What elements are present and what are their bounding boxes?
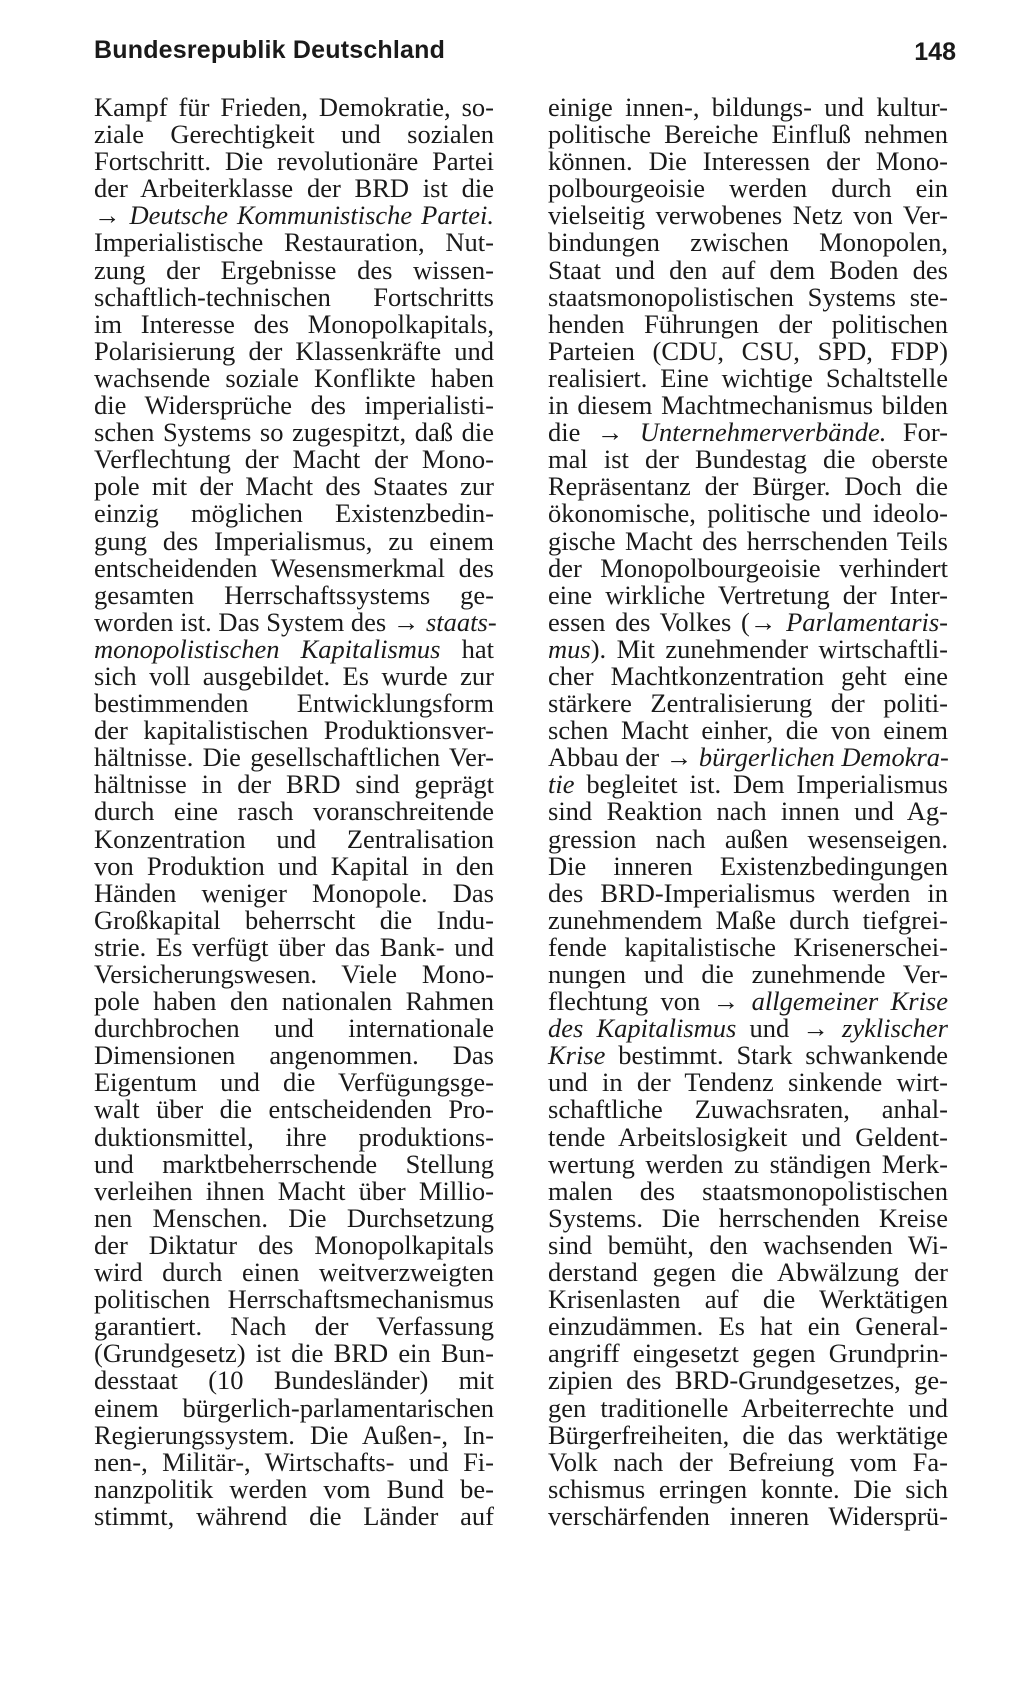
text-line [548,1259,948,1286]
text-line [94,308,494,339]
text-segment: angriff eingesetzt gegen Grundprin- [548,1338,948,1369]
text-line [94,771,494,798]
text-segment: stimmt, während die Länder auf [94,1500,494,1531]
text-line [94,254,494,285]
text-line [94,579,494,610]
text-line [94,1392,494,1423]
text-line [94,335,494,366]
text-line [548,961,948,988]
text-segment: begleitet ist. Dem Imperialismus [574,769,948,800]
text-line [94,1500,494,1531]
text-line [548,1229,948,1260]
text-line [94,281,494,312]
text-line [94,1121,494,1152]
text-segment: eine wirkliche Vertretung der Inter- [548,579,948,610]
text-segment: sich voll ausgebildet. Es wurde zur [94,660,494,691]
text-segment: polbourgeoisie werden durch ein [548,173,948,204]
text-segment: verschärfenden inneren Widersprü- [548,1500,948,1531]
text-segment: essen des Volkes ( [548,606,750,637]
text-line [94,1473,494,1504]
text-line [548,1202,948,1233]
cross-reference: → staats- [392,606,497,637]
text-segment: schismus erringen konnte. Die sich [548,1473,948,1504]
text-line [548,1069,948,1096]
text-segment: schen Systems so zugespitzt, daß die [94,417,494,448]
text-line [548,121,948,148]
text-line [548,798,948,825]
text-line [548,850,948,881]
text-segment: duktionsmittel, ihre produktions- [94,1121,494,1152]
text-line [94,446,494,473]
text-segment: Verflechtung der Macht der Mono- [94,444,494,475]
text-segment: gesamten Herrschaftssystems ge- [94,579,494,610]
text-line [548,606,949,637]
text-column-left [94,92,497,1531]
text-line [94,690,494,717]
text-line [548,1286,948,1313]
text-line [94,500,494,527]
text-line [548,1392,948,1423]
cross-reference: Deutsche Kommunistische Partei. [129,200,494,231]
text-line [94,1202,494,1233]
text-segment: fende kapitalistische Krisenerschei- [548,931,948,962]
text-segment: Dimensionen angenommen. Das [94,1040,494,1071]
text-line [548,254,948,285]
text-segment: Volk nach der Befreiung vom Fa- [548,1446,948,1477]
text-line [94,1148,494,1179]
text-line [548,1175,948,1206]
text-segment: Versicherungswesen. Viele Mono- [94,959,494,989]
text-line [548,823,948,854]
text-line [548,1419,948,1450]
text-segment: Imperialistische Restauration, Nut- [94,227,494,258]
text-line [94,904,494,935]
text-segment: ). Mit zunehmender wirtschaftli- [590,633,948,664]
text-segment: durch eine rasch voranschreitende [94,796,494,827]
text-line [548,931,948,962]
text-line [548,633,948,664]
text-line [94,1367,494,1394]
text-segment: staatsmonopolistischen Systems ste- [548,281,948,312]
text-line [94,988,494,1015]
text-line [94,931,494,962]
text-line [94,823,494,854]
text-line [548,362,948,393]
text-line [548,94,948,121]
text-segment: können. Die Interessen der Mono- [548,146,948,177]
text-line [94,175,494,202]
text-segment: Krisenlasten auf die Werktätigen [548,1284,948,1315]
text-line [94,392,494,419]
text-segment: Eigentum und die Verfügungsge- [94,1067,494,1098]
text-line [94,1340,494,1367]
text-segment: Abbau der [548,742,666,773]
text-segment: stärkere Zentralisierung der politi- [548,688,948,719]
text-segment: nen-, Militär-, Wirtschafts- und Fi- [94,1446,494,1477]
text-segment: die Widersprüche des imperialisti- [94,390,494,421]
text-segment: Händen weniger Monopole. Das [94,877,494,908]
text-line [548,552,948,583]
text-segment: sind bemüht, den wachsenden Wi- [548,1229,948,1260]
page-number: 148 [914,38,956,66]
text-segment: Bürgerfreiheiten, die das werktätige [548,1419,948,1450]
text-line [548,877,948,908]
text-segment: hältnisse in der BRD sind geprägt [94,769,494,800]
text-line [548,1121,948,1152]
text-segment: der Diktatur des Monopolkapitals [94,1229,494,1260]
text-segment: zung der Ergebnisse des wissen- [94,254,494,285]
text-segment: schaftlich-technischen Fortschritts [94,281,494,312]
text-line [94,717,494,744]
text-line [548,744,948,771]
text-line [548,525,948,556]
text-segment: hat [440,633,494,664]
text-segment: politische Bereiche Einfluß nehmen [548,119,948,150]
text-line [94,877,494,908]
text-segment: verleihen ihnen Macht über Millio- [94,1175,494,1206]
text-line [548,771,948,798]
text-segment: nen Menschen. Die Durchsetzung [94,1202,494,1233]
text-segment: wachsende soziale Konflikte haben [94,362,494,393]
text-segment: hältnisse. Die gesellschaftlichen Ver- [94,742,494,773]
text-line [548,281,948,312]
cross-reference: → Parlamentaris- [749,606,949,637]
text-line [94,229,494,256]
text-segment: bestimmenden Entwicklungsform [94,688,494,719]
text-segment: schen Macht einher, die von einem [548,715,948,746]
text-segment: realisiert. Eine wichtige Schaltstelle [548,362,948,393]
text-segment: gression nach außen wesenseigen. [548,823,948,854]
text-segment: der Arbeiterklasse der BRD ist die [94,173,494,204]
text-segment: Konzentration und Zentralisation [94,823,494,854]
text-segment: entscheidenden Wesensmerkmal des [94,552,494,583]
cross-reference: → Unternehmerverbände. [596,417,887,448]
text-segment: im Interesse des Monopolkapitals, [94,308,494,339]
text-segment: Polarisierung der Klassenkräfte und [94,335,494,366]
text-line [548,1096,948,1123]
text-segment: gische Macht des herrschenden Teils [548,525,948,556]
text-segment: pole mit der Macht des Staates zur [94,471,494,502]
running-head-title: Bundesrepublik Deutschland [94,36,446,64]
text-segment: walt über die entscheidenden Pro- [94,1094,494,1125]
cross-reference: mus [548,633,591,664]
text-line [94,362,494,393]
text-line [548,579,948,610]
text-segment: von Produktion und Kapital in den [94,850,494,881]
text-line [548,308,948,339]
text-segment: schaftliche Zuwachsraten, anhal- [548,1094,948,1125]
text-line [94,1419,494,1450]
text-segment: (Grundgesetz) ist die BRD ein Bun- [94,1338,494,1369]
text-segment: politischen Herrschaftsmechanismus [94,1284,494,1315]
text-segment: einige innen-, bildungs- und kultur- [548,92,948,122]
text-line [94,202,494,229]
text-line [548,904,948,935]
text-segment: Systems. Die herrschenden Kreise [548,1202,948,1233]
text-segment: und marktbeherrschende Stellung [94,1148,494,1179]
cross-reference: → [94,200,130,231]
cross-reference: Krise [548,1040,606,1071]
text-line [548,1148,948,1179]
text-line [548,1473,948,1504]
text-line [94,1015,494,1042]
text-line [94,1286,494,1313]
text-segment: mal ist der Bundestag die oberste [548,444,948,475]
text-line [94,121,494,148]
text-line [94,419,494,446]
text-segment: For- [886,417,949,448]
text-line [94,1042,494,1069]
cross-reference: monopolistischen Kapitalismus [94,633,441,664]
text-segment: vielseitig verwobenes Netz von Ver- [548,200,948,231]
text-segment: tende Arbeitslosigkeit und Geldent- [548,1121,948,1152]
text-line [548,690,948,717]
text-line [548,1042,948,1069]
text-segment: zunehmendem Maße durch tiefgrei- [548,904,948,935]
text-segment: der Monopolbourgeoisie verhindert [548,552,948,583]
text-segment: Kampf für Frieden, Demokratie, so- [94,92,494,122]
text-line [548,1367,948,1394]
text-line [94,1229,494,1260]
cross-reference: → zyklischer [802,1013,948,1044]
text-segment: und [736,1013,803,1044]
text-line [94,1446,494,1477]
text-segment: bindungen zwischen Monopolen, [548,227,948,258]
text-line [548,660,948,691]
text-segment: ziale Gerechtigkeit und sozialen [94,119,494,150]
text-segment: einzudämmen. Es hat ein General- [548,1311,948,1342]
text-line [94,1069,494,1096]
text-segment: nanzpolitik werden vom Bund be- [94,1473,494,1504]
text-line [94,94,494,121]
text-line [94,473,494,500]
text-line [548,1340,948,1367]
text-segment: derstand gegen die Abwälzung der [548,1257,948,1288]
text-segment: Regierungssystem. Die Außen-, In- [94,1419,494,1450]
text-line [548,1500,948,1531]
text-segment: einzig möglichen Existenzbedin- [94,498,494,529]
text-segment: wertung werden zu ständigen Merk- [548,1148,948,1179]
text-segment: einem bürgerlich-parlamentarischen [94,1392,494,1423]
text-line [548,229,948,256]
text-segment: Fortschritt. Die revolutionäre Partei [94,146,494,177]
text-line [548,392,948,419]
text-segment: strie. Es verfügt über das Bank- und [94,931,494,962]
text-segment: desstaat (10 Bundesländer) mit [94,1365,494,1396]
text-line [94,1175,494,1206]
text-line [548,1446,948,1477]
text-line [548,500,948,527]
cross-reference: → bürgerlichen Demokra- [665,742,949,773]
text-segment: durchbrochen und internationale [94,1013,494,1044]
text-line [94,744,494,771]
text-segment: henden Führungen der politischen [548,308,948,339]
cross-reference: → allgemeiner Krise [712,986,949,1017]
text-segment: flechtung von [548,986,713,1017]
text-segment: gen traditionelle Arbeiterrechte und [548,1392,948,1423]
text-segment: garantiert. Nach der Verfassung [94,1311,494,1342]
text-segment: wird durch einen weitverzweigten [94,1257,494,1288]
text-segment: Repräsentanz der Bürger. Doch die [548,471,948,502]
text-line [94,1259,494,1286]
text-segment: Parteien (CDU, CSU, SPD, FDP) [548,335,948,366]
cross-reference: des Kapitalismus [548,1013,737,1044]
text-line [548,717,948,744]
text-segment: Großkapital beherrscht die Indu- [94,904,494,935]
text-line [94,660,494,691]
text-line [94,148,494,175]
text-segment: cher Machtkonzentration geht eine [548,660,948,691]
text-segment: in diesem Machtmechanismus bilden [548,390,948,421]
text-segment: bestimmt. Stark schwankende [605,1040,948,1071]
text-line [94,961,494,988]
text-segment: der kapitalistischen Produktionsver- [94,715,494,746]
text-line [548,1015,948,1042]
text-line [548,988,948,1015]
text-line [94,552,494,583]
text-segment: nungen und die zunehmende Ver- [548,959,948,989]
text-line [548,335,948,366]
text-segment: sind Reaktion nach innen und Ag- [548,796,948,827]
text-segment: Staat und den auf dem Boden des [548,254,948,285]
text-line [548,1313,948,1340]
text-segment: gung des Imperialismus, zu einem [94,525,494,556]
text-line [548,202,948,229]
text-segment: Die inneren Existenzbedingungen [548,850,948,881]
text-segment: zipien des BRD-Grundgesetzes, ge- [548,1365,948,1396]
text-line [548,473,948,500]
text-column-right [548,94,948,1530]
cross-reference: tie [548,769,575,800]
text-line [94,1313,494,1340]
text-line [94,525,494,556]
text-line [548,446,948,473]
text-line [548,148,948,175]
text-line [94,606,497,637]
text-line [94,1096,494,1123]
text-line [94,850,494,881]
text-line [548,419,948,446]
text-line [94,633,494,664]
text-segment: malen des staatsmonopolistischen [548,1175,948,1206]
text-segment: des BRD-Imperialismus werden in [548,877,948,908]
text-segment: worden ist. Das System des [94,606,393,637]
text-segment: die [548,417,597,448]
text-line [548,175,948,202]
text-line [94,798,494,825]
text-segment: und in der Tendenz sinkende wirt- [548,1067,948,1098]
text-segment: pole haben den nationalen Rahmen [94,986,494,1017]
text-segment: ökonomische, politische und ideolo- [548,498,948,529]
